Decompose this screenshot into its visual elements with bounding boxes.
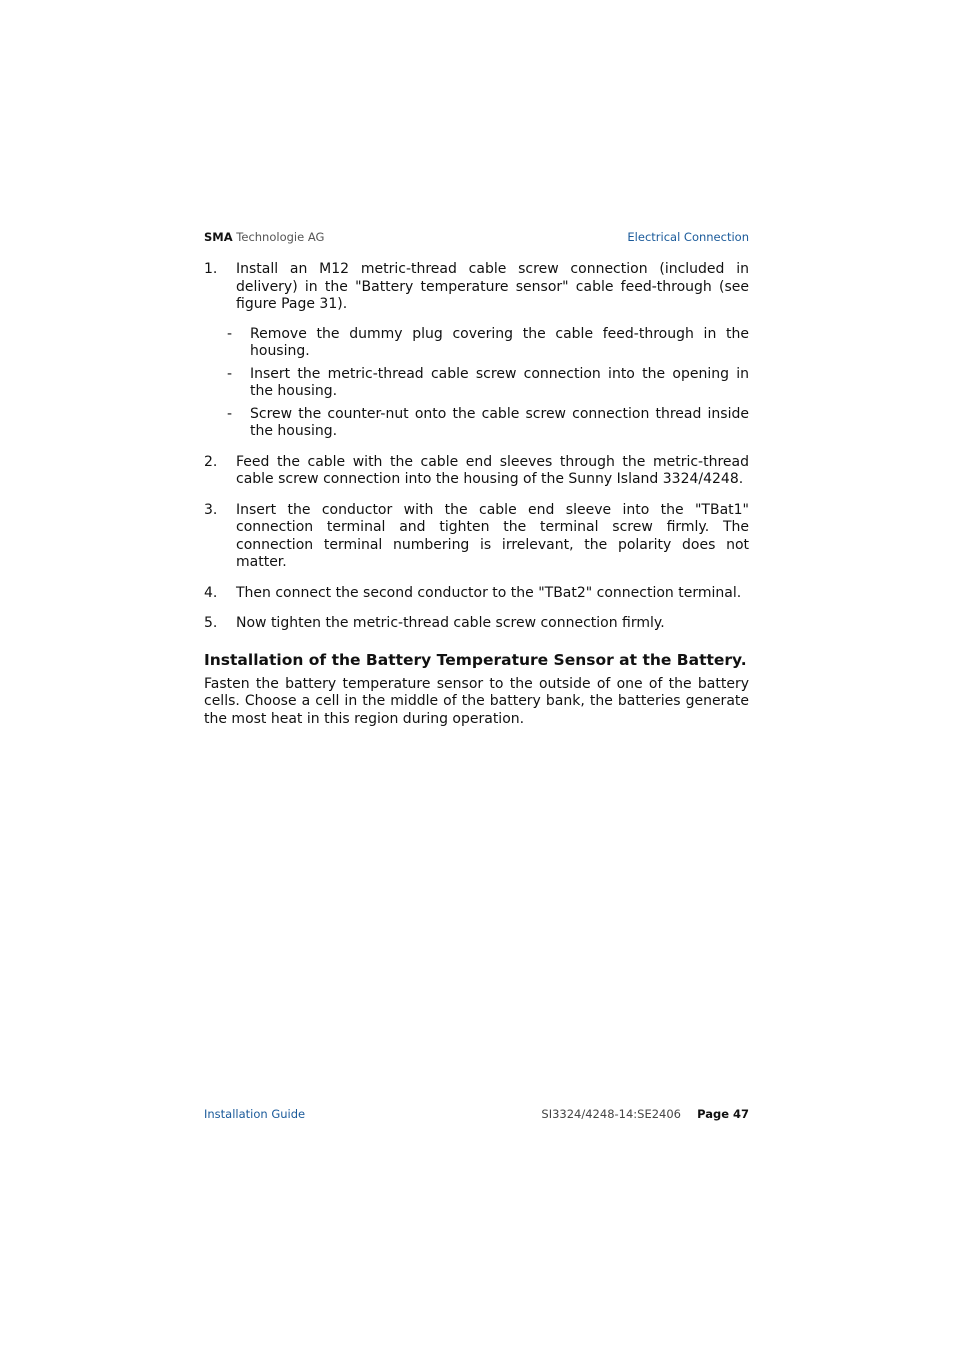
substep-text: Screw the counter-nut onto the cable screw connection thread inside the housing. [250,405,749,439]
section-body: Fasten the battery temperature sensor to the outside of one of the battery cells. Choose a cell in the middle of the battery bank, the batteries generate the most heat in this region during operation. [204,675,749,727]
page-header [204,229,749,245]
substep-list [227,325,749,441]
step-item [204,585,749,603]
step-item [204,261,749,441]
page-number: Page 47 [697,1107,749,1121]
substep-item [227,365,749,401]
document-type: Installation Guide [204,1107,306,1121]
document-code: SI3324/4248-14:SE2406 [541,1107,681,1121]
step-text: Then connect the second conductor to the "TBat2" connection terminal. [236,584,742,601]
dash-bullet: - [227,365,233,382]
brand-bold: SMA [204,230,233,244]
step-text: Install an M12 metric-thread cable screw connection (included in delivery) in the "Battery temperature sensor" cable feed-through (see figure Page 31). [236,261,749,312]
step-number: 1. [204,261,218,277]
step-number: 5. [204,615,218,631]
section-heading: Installation of the Battery Temperature Sensor at the Battery. [204,650,747,669]
brand-rest: Technologie AG [236,230,325,244]
substep-item [227,325,749,361]
substep-text: Insert the metric-thread cable screw connection into the opening in the housing. [250,365,749,399]
step-text: Insert the conductor with the cable end sleeve into the "TBat1" connection terminal and tighten the terminal screw firmly. The connection terminal numbering is irrelevant, the polarity does not matter. [236,501,749,570]
step-number: 2. [204,453,218,470]
step-item [204,615,749,633]
step-number: 4. [204,584,218,601]
main-content [204,261,749,728]
instruction-steps [204,261,749,633]
dash-bullet: - [227,325,233,342]
step-text: Feed the cable with the cable end sleeves through the metric-thread cable screw connection into the housing of the Sunny Island 3324/4248. [236,453,749,487]
header-section-title: Electrical Connection [627,230,749,244]
substep-item [227,405,749,441]
substep-text: Remove the dummy plug covering the cable feed-through in the housing. [250,325,749,359]
step-item [204,454,749,489]
step-number: 3. [204,501,218,518]
company-name [204,229,324,245]
step-item [204,502,749,572]
page-footer [204,1106,749,1122]
step-text: Now tighten the metric-thread cable screw connection firmly. [236,615,665,631]
dash-bullet: - [227,405,233,422]
